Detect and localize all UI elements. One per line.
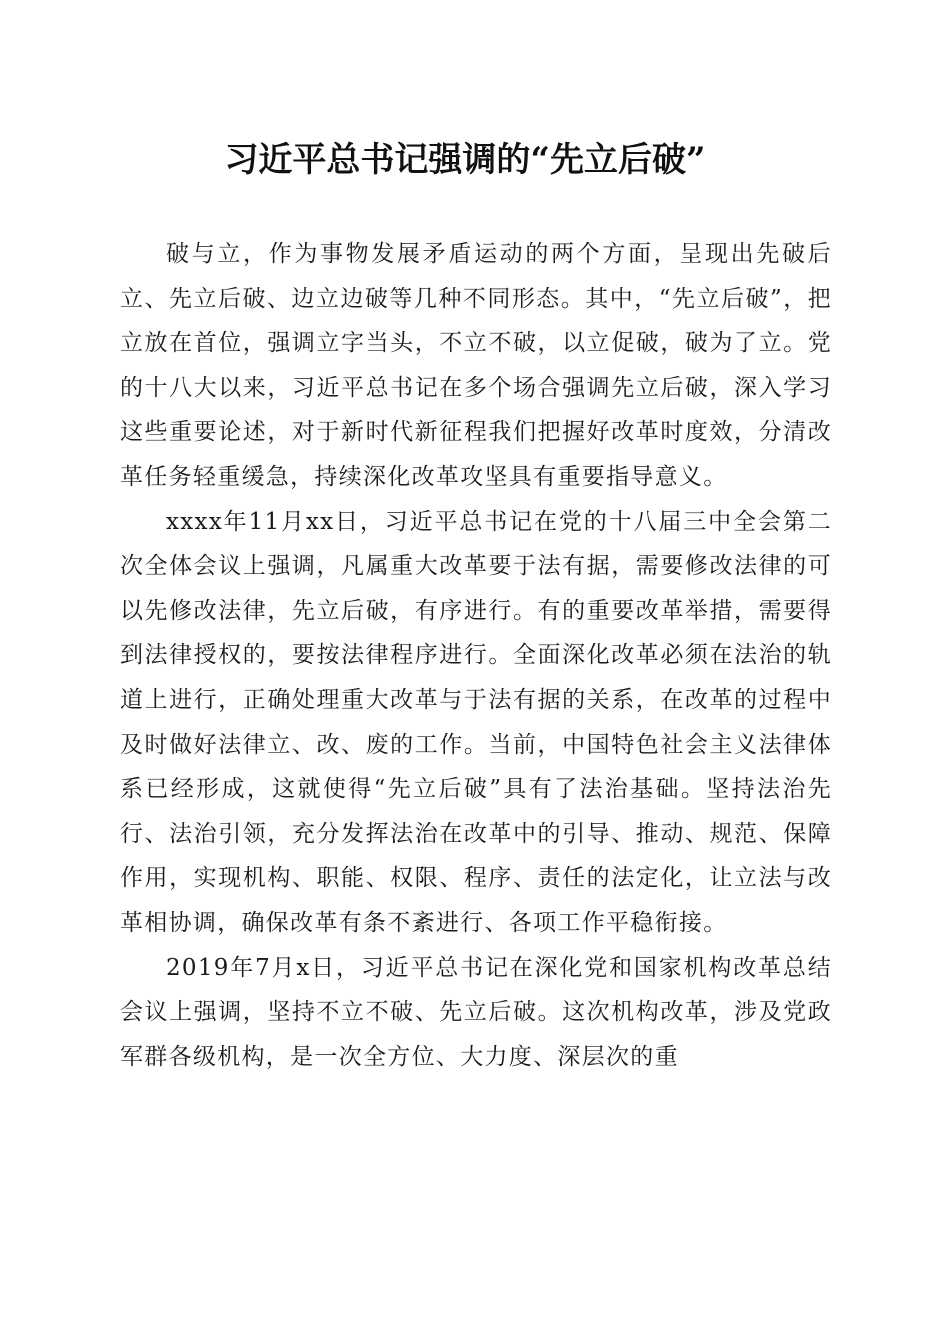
document-body — [120, 232, 832, 1079]
document-title: 习近平总书记强调的“先立后破” — [224, 140, 706, 180]
paragraph-1: 破与立，作为事物发展矛盾运动的两个方面，呈现出先破后立、先立后破、边立边破等几种不同形态。其中，“先立后破”，把立放在首位，强调立字当头，不立不破，以立促破，破为了立。党的十八大以来，习近平总书记在多个场合强调先立后破，深入学习这些重要论述，对于新时代新征程我们把握好改革时度效，分清改革任务轻重缓急，持续深化改革攻坚具有重要指导意义。 — [120, 241, 832, 490]
paragraph-2: xxxx年11月xx日，习近平总书记在党的十八届三中全会第二次全体会议上强调，凡属重大改革要于法有据，需要修改法律的可以先修改法律，先立后破，有序进行。有的重要改革举措，需要得到法律授权的，要按法律程序进行。全面深化改革必须在法治的轨道上进行，正确处理重大改革与于法有据的关系，在改革的过程中及时做好法律立、改、废的工作。当前，中国特色社会主义法律体系已经形成，这就使得“先立后破”具有了法治基础。坚持法治先行、法治引领，充分发挥法治在改革中的引导、推动、规范、保障作用，实现机构、职能、权限、程序、责任的法定化，让立法与改革相协调，确保改革有条不紊进行、各项工作平稳衔接。 — [120, 508, 832, 936]
paragraph-3: 2019年7月x日，习近平总书记在深化党和国家机构改革总结会议上强调，坚持不立不破、先立后破。这次机构改革，涉及党政军群各级机构，是一次全方位、大力度、深层次的重 — [120, 954, 832, 1070]
